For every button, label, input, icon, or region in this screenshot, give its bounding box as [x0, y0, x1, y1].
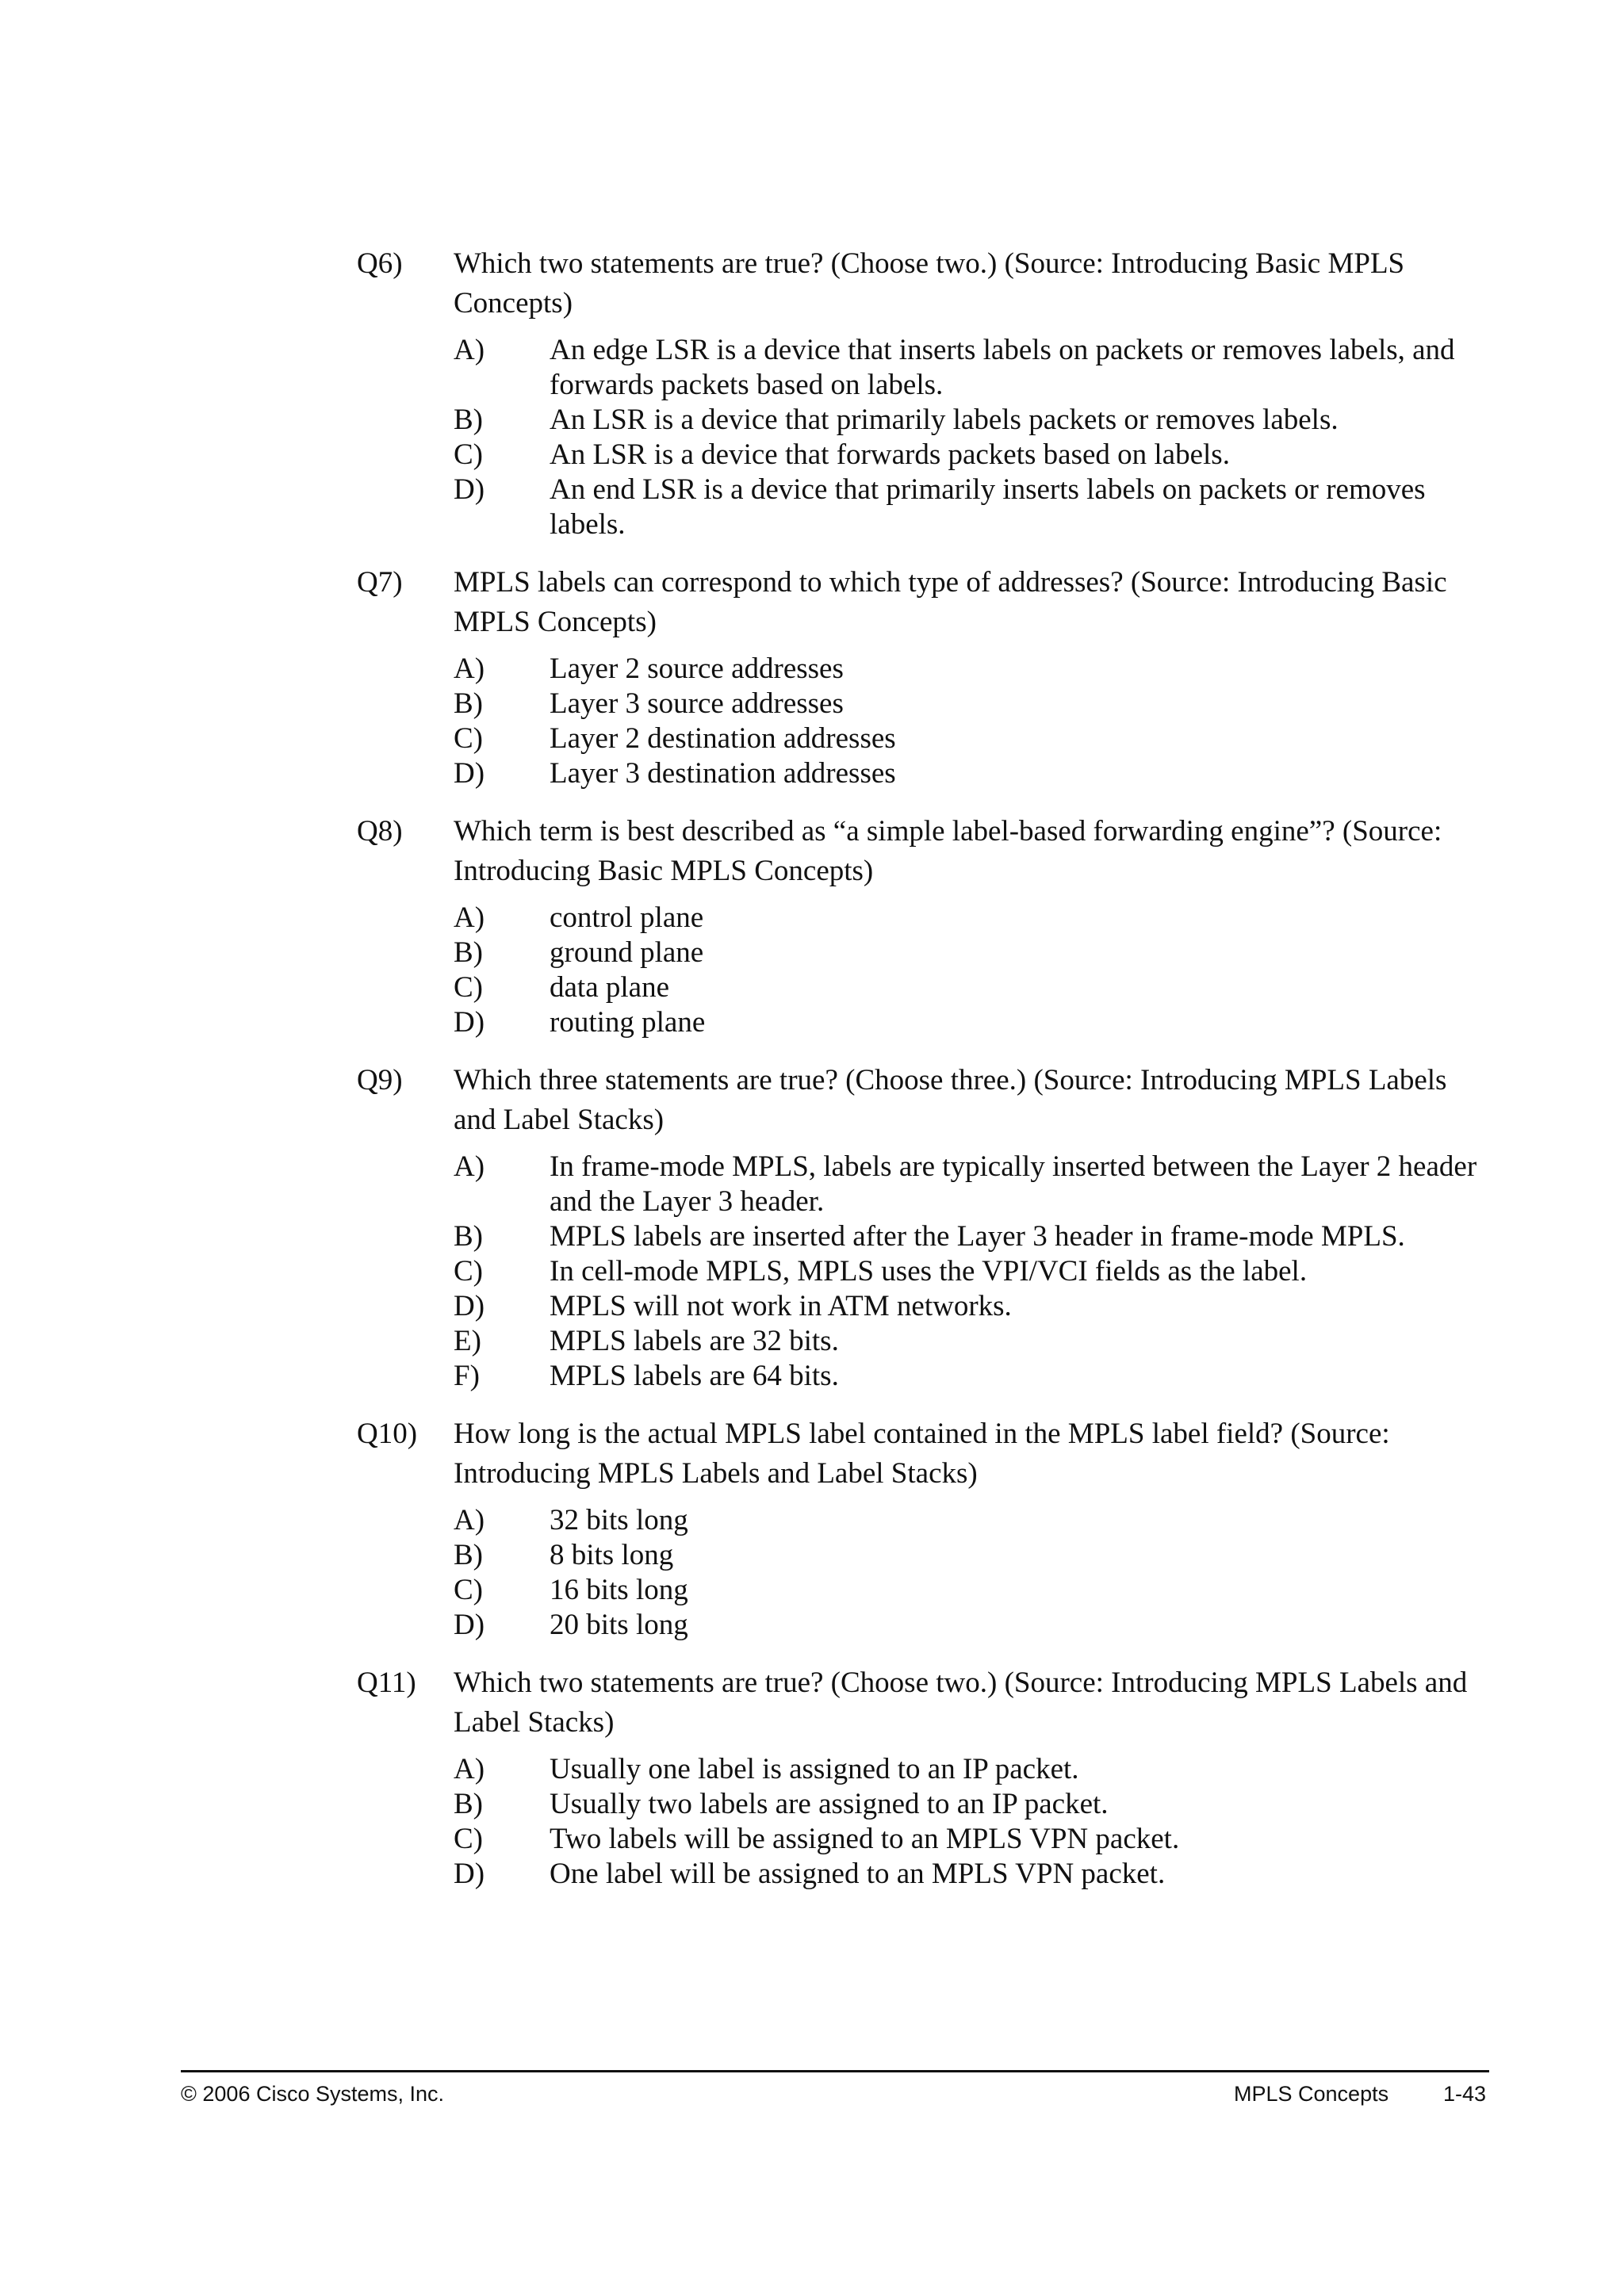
option-text: One label will be assigned to an MPLS VPN packet. — [550, 1858, 1166, 1890]
option-text: 8 bits long — [550, 1539, 674, 1571]
answer-option — [454, 756, 1483, 791]
option-text: An end LSR is a device that primarily inserts labels on packets or removes labels. — [550, 473, 1426, 541]
option-letter: D) — [454, 1006, 485, 1039]
question-item — [357, 1663, 1483, 1892]
answer-option — [454, 1752, 1483, 1787]
question-number: Q10) — [357, 1418, 418, 1450]
answer-option — [454, 1289, 1483, 1324]
question-text: Which two statements are true? (Choose two.) (Source: Introducing MPLS Labels and Label Stacks) — [454, 1667, 1468, 1739]
option-text: MPLS labels are inserted after the Layer 3 header in frame-mode MPLS. — [550, 1220, 1405, 1253]
option-text: Two labels will be assigned to an MPLS VPN packet. — [550, 1823, 1180, 1855]
option-text: 16 bits long — [550, 1574, 688, 1606]
option-text: An LSR is a device that primarily labels packets or removes labels. — [550, 404, 1339, 436]
answer-option — [454, 1503, 1483, 1538]
option-text: Usually two labels are assigned to an IP packet. — [550, 1788, 1109, 1820]
option-text: routing plane — [550, 1006, 706, 1039]
option-letter: C) — [454, 1255, 483, 1288]
answer-option — [454, 936, 1483, 970]
option-letter: C) — [454, 1823, 483, 1855]
answer-options — [454, 1503, 1483, 1643]
question-number: Q9) — [357, 1064, 403, 1096]
footer-section-title: MPLS Concepts — [1234, 2082, 1389, 2106]
option-letter: C) — [454, 438, 483, 471]
answer-option — [454, 403, 1483, 438]
option-text: An LSR is a device that forwards packets based on labels. — [550, 438, 1230, 471]
answer-option — [454, 1324, 1483, 1359]
option-letter: A) — [454, 652, 485, 685]
option-letter: B) — [454, 1539, 483, 1571]
option-letter: A) — [454, 1504, 485, 1536]
option-text: Layer 3 destination addresses — [550, 757, 896, 790]
answer-options — [454, 1752, 1483, 1892]
option-letter: B) — [454, 687, 483, 720]
question-number: Q8) — [357, 815, 403, 848]
option-text: Layer 2 destination addresses — [550, 722, 896, 755]
option-text: MPLS labels are 64 bits. — [550, 1360, 839, 1392]
question-item — [357, 812, 1483, 1040]
option-letter: A) — [454, 1753, 485, 1785]
answer-option — [454, 687, 1483, 721]
question-text: How long is the actual MPLS label contained in the MPLS label field? (Source: Introducing MPLS Labels and Label Stacks) — [454, 1418, 1390, 1490]
question-number: Q6) — [357, 247, 403, 280]
option-letter: C) — [454, 1574, 483, 1606]
question-item — [357, 1061, 1483, 1394]
option-text: ground plane — [550, 936, 704, 969]
option-letter: E) — [454, 1325, 481, 1357]
option-text: In cell-mode MPLS, MPLS uses the VPI/VCI fields as the label. — [550, 1255, 1308, 1288]
answer-option — [454, 438, 1483, 473]
option-text: Layer 3 source addresses — [550, 687, 844, 720]
question-item — [357, 244, 1483, 542]
answer-option — [454, 970, 1483, 1005]
answer-option — [454, 1219, 1483, 1254]
answer-option — [454, 1150, 1483, 1219]
footer-divider — [181, 2070, 1489, 2072]
question-item — [357, 563, 1483, 791]
option-letter: D) — [454, 757, 485, 790]
option-letter: B) — [454, 936, 483, 969]
option-letter: D) — [454, 1858, 485, 1890]
option-letter: D) — [454, 1609, 485, 1641]
answer-option — [454, 901, 1483, 936]
answer-option — [454, 1005, 1483, 1040]
question-number: Q7) — [357, 566, 403, 599]
question-text: Which term is best described as “a simple label-based forwarding engine”? (Source: Introducing Basic MPLS Concepts) — [454, 815, 1442, 887]
option-text: Layer 2 source addresses — [550, 652, 844, 685]
footer-copyright: © 2006 Cisco Systems, Inc. — [181, 2082, 445, 2106]
answer-option — [454, 1787, 1483, 1822]
answer-option — [454, 1538, 1483, 1573]
option-text: MPLS will not work in ATM networks. — [550, 1290, 1012, 1322]
footer-page-number: 1-43 — [1443, 2082, 1487, 2106]
option-text: In frame-mode MPLS, labels are typically inserted between the Layer 2 header and the Layer 3 header. — [550, 1150, 1477, 1218]
option-letter: D) — [454, 1290, 485, 1322]
option-letter: A) — [454, 901, 485, 934]
answer-option — [454, 1857, 1483, 1892]
answer-option — [454, 1573, 1483, 1608]
answer-option — [454, 1822, 1483, 1857]
answer-option — [454, 1608, 1483, 1643]
option-text: Usually one label is assigned to an IP packet. — [550, 1753, 1079, 1785]
option-letter: F) — [454, 1360, 480, 1392]
option-letter: C) — [454, 722, 483, 755]
question-text: MPLS labels can correspond to which type of addresses? (Source: Introducing Basic MPLS Concepts) — [454, 566, 1447, 638]
option-letter: C) — [454, 971, 483, 1004]
option-text: 20 bits long — [550, 1609, 688, 1641]
answer-option — [454, 652, 1483, 687]
answer-option — [454, 473, 1483, 542]
answer-options — [454, 1150, 1483, 1394]
question-number: Q11) — [357, 1667, 416, 1699]
option-letter: B) — [454, 1788, 483, 1820]
option-letter: A) — [454, 1150, 485, 1183]
question-text: Which two statements are true? (Choose two.) (Source: Introducing Basic MPLS Concepts) — [454, 247, 1405, 320]
question-item — [357, 1414, 1483, 1643]
option-text: data plane — [550, 971, 669, 1004]
answer-option — [454, 721, 1483, 756]
option-letter: A) — [454, 334, 485, 366]
option-text: 32 bits long — [550, 1504, 688, 1536]
question-text: Which three statements are true? (Choose three.) (Source: Introducing MPLS Labels and Label Stacks) — [454, 1064, 1447, 1136]
option-letter: B) — [454, 1220, 483, 1253]
answer-option — [454, 333, 1483, 403]
question-list — [357, 244, 1483, 1912]
option-letter: B) — [454, 404, 483, 436]
option-letter: D) — [454, 473, 485, 506]
answer-options — [454, 901, 1483, 1040]
answer-options — [454, 652, 1483, 791]
answer-options — [454, 333, 1483, 542]
option-text: MPLS labels are 32 bits. — [550, 1325, 839, 1357]
answer-option — [454, 1359, 1483, 1394]
option-text: An edge LSR is a device that inserts labels on packets or removes labels, and forwards packets based on labels. — [550, 334, 1455, 401]
option-text: control plane — [550, 901, 704, 934]
answer-option — [454, 1254, 1483, 1289]
